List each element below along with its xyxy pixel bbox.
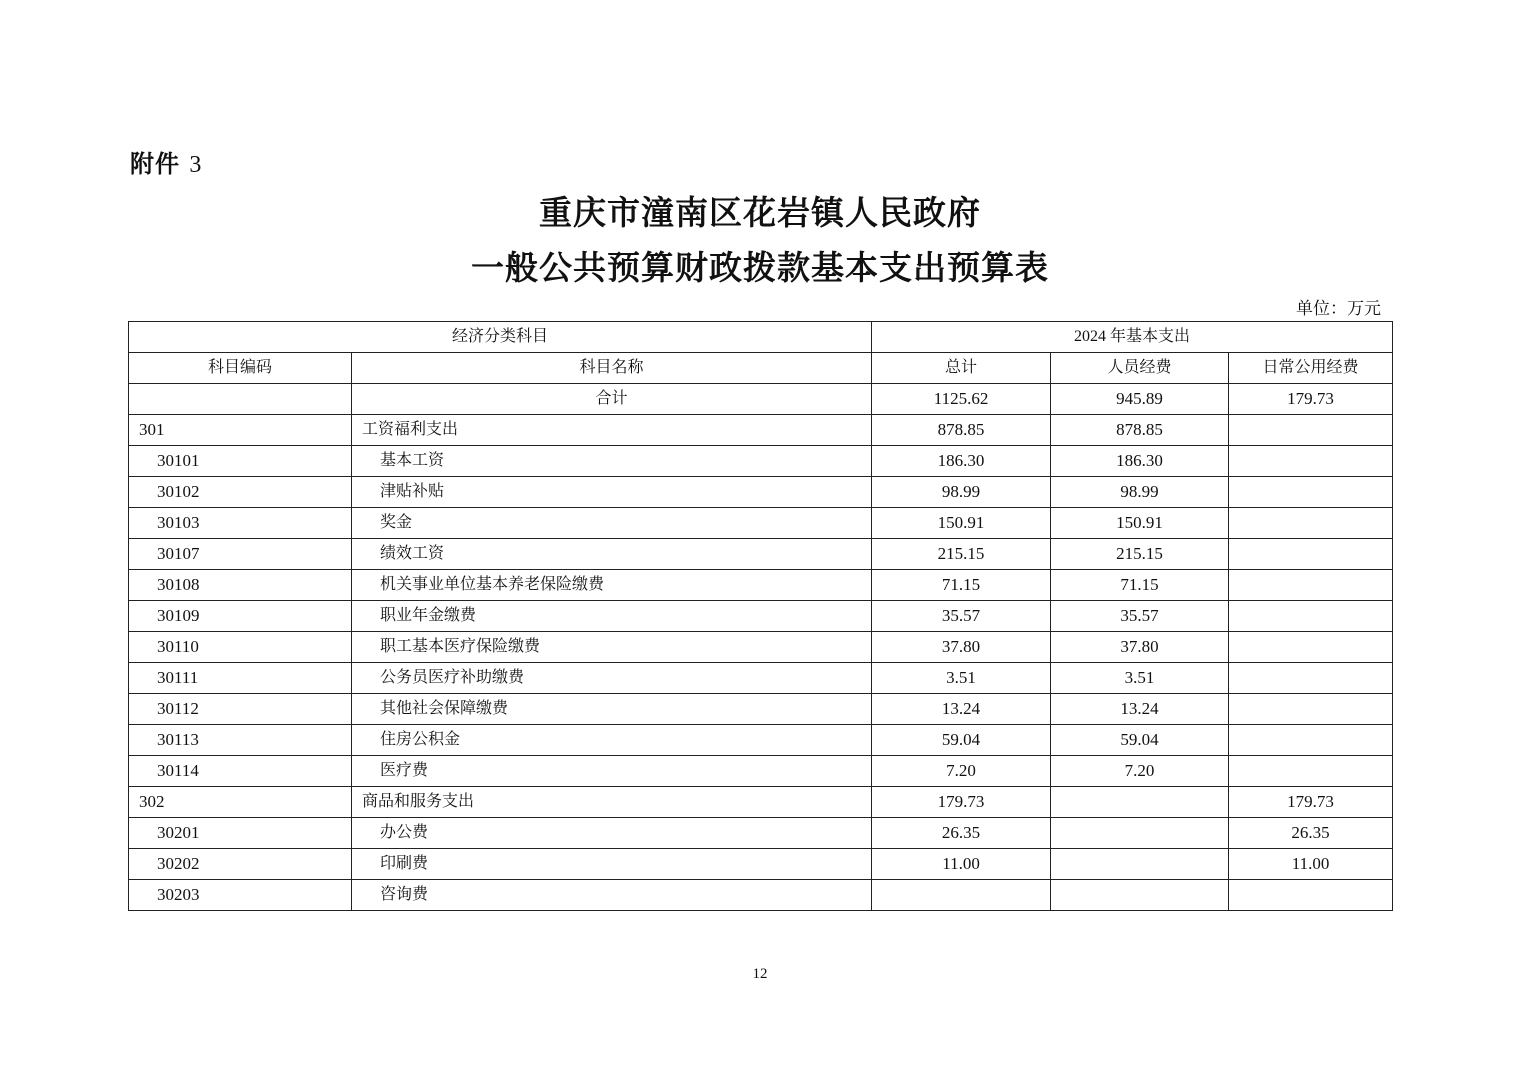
- row-name: 基本工资: [352, 446, 872, 477]
- summary-public: 179.73: [1229, 384, 1393, 415]
- row-name: 医疗费: [352, 756, 872, 787]
- row-name: 津贴补贴: [352, 477, 872, 508]
- row-code: 30110: [129, 632, 352, 663]
- row-total: 11.00: [872, 849, 1051, 880]
- row-total: 13.24: [872, 694, 1051, 725]
- row-public: [1229, 446, 1393, 477]
- row-code: 302: [129, 787, 352, 818]
- row-personnel: 3.51: [1051, 663, 1229, 694]
- row-code: 30112: [129, 694, 352, 725]
- row-code: 301: [129, 415, 352, 446]
- row-code: 30114: [129, 756, 352, 787]
- column-header-personnel: 人员经费: [1051, 353, 1229, 384]
- row-code: 30111: [129, 663, 352, 694]
- row-personnel: 215.15: [1051, 539, 1229, 570]
- row-public: [1229, 415, 1393, 446]
- page-number: 12: [752, 966, 768, 982]
- row-name: 职业年金缴费: [352, 601, 872, 632]
- row-total: 186.30: [872, 446, 1051, 477]
- row-total: 7.20: [872, 756, 1051, 787]
- row-code: 30113: [129, 725, 352, 756]
- row-total: 98.99: [872, 477, 1051, 508]
- title-line-2: 一般公共预算财政拨款基本支出预算表: [471, 248, 1049, 287]
- row-personnel: [1051, 787, 1229, 818]
- table-row: [129, 880, 1393, 911]
- row-personnel: 35.57: [1051, 601, 1229, 632]
- row-total: [872, 880, 1051, 911]
- row-code: 30202: [129, 849, 352, 880]
- summary-total: 1125.62: [872, 384, 1051, 415]
- table-row: [129, 601, 1393, 632]
- table-row: [129, 818, 1393, 849]
- summary-row: [129, 384, 1393, 415]
- summary-label: 合计: [352, 384, 872, 415]
- row-public: [1229, 725, 1393, 756]
- table-row: [129, 663, 1393, 694]
- row-personnel: 150.91: [1051, 508, 1229, 539]
- row-total: 215.15: [872, 539, 1051, 570]
- row-code: 30109: [129, 601, 352, 632]
- row-name: 奖金: [352, 508, 872, 539]
- summary-code-cell: [129, 384, 352, 415]
- row-code: 30201: [129, 818, 352, 849]
- row-public: [1229, 663, 1393, 694]
- row-code: 30203: [129, 880, 352, 911]
- row-total: 71.15: [872, 570, 1051, 601]
- row-public: [1229, 756, 1393, 787]
- row-name: 咨询费: [352, 880, 872, 911]
- row-personnel: [1051, 818, 1229, 849]
- row-personnel: 98.99: [1051, 477, 1229, 508]
- row-total: 3.51: [872, 663, 1051, 694]
- table-row: [129, 725, 1393, 756]
- row-public: [1229, 477, 1393, 508]
- summary-personnel: 945.89: [1051, 384, 1229, 415]
- row-public: [1229, 508, 1393, 539]
- table-row: [129, 694, 1393, 725]
- column-header-row: [129, 353, 1393, 384]
- row-total: 37.80: [872, 632, 1051, 663]
- table-row: [129, 849, 1393, 880]
- row-code: 30101: [129, 446, 352, 477]
- row-total: 150.91: [872, 508, 1051, 539]
- row-personnel: 37.80: [1051, 632, 1229, 663]
- row-code: 30102: [129, 477, 352, 508]
- row-name: 印刷费: [352, 849, 872, 880]
- row-name: 其他社会保障缴费: [352, 694, 872, 725]
- row-name: 工资福利支出: [352, 415, 872, 446]
- table-row: [129, 756, 1393, 787]
- table-row: [129, 415, 1393, 446]
- group-header-row: [129, 322, 1393, 353]
- row-personnel: [1051, 880, 1229, 911]
- row-code: 30107: [129, 539, 352, 570]
- row-total: 878.85: [872, 415, 1051, 446]
- row-public: 26.35: [1229, 818, 1393, 849]
- row-personnel: 59.04: [1051, 725, 1229, 756]
- group-header-economic-class: 经济分类科目: [129, 322, 872, 353]
- row-public: [1229, 880, 1393, 911]
- title-line-1: 重庆市潼南区花岩镇人民政府: [539, 193, 981, 232]
- table-row: [129, 446, 1393, 477]
- row-public: [1229, 539, 1393, 570]
- unit-label: 单位：万元: [1296, 299, 1381, 319]
- row-name: 职工基本医疗保险缴费: [352, 632, 872, 663]
- row-public: 179.73: [1229, 787, 1393, 818]
- row-personnel: [1051, 849, 1229, 880]
- column-header-public: 日常公用经费: [1229, 353, 1393, 384]
- row-name: 绩效工资: [352, 539, 872, 570]
- row-personnel: 878.85: [1051, 415, 1229, 446]
- table-row: [129, 632, 1393, 663]
- table-row: [129, 787, 1393, 818]
- row-code: 30108: [129, 570, 352, 601]
- row-total: 59.04: [872, 725, 1051, 756]
- table-row: [129, 508, 1393, 539]
- row-public: [1229, 601, 1393, 632]
- table-row: [129, 570, 1393, 601]
- table-row: [129, 539, 1393, 570]
- row-public: [1229, 570, 1393, 601]
- attachment-label: [130, 144, 202, 179]
- group-header-basic-expenditure: 2024 年基本支出: [872, 322, 1393, 353]
- row-personnel: 13.24: [1051, 694, 1229, 725]
- table-row: [129, 477, 1393, 508]
- row-name: 办公费: [352, 818, 872, 849]
- attachment-number: 3: [189, 152, 203, 178]
- row-public: 11.00: [1229, 849, 1393, 880]
- row-code: 30103: [129, 508, 352, 539]
- row-name: 公务员医疗补助缴费: [352, 663, 872, 694]
- row-name: 住房公积金: [352, 725, 872, 756]
- row-total: 35.57: [872, 601, 1051, 632]
- column-header-total: 总计: [872, 353, 1051, 384]
- budget-table: [128, 321, 1393, 911]
- column-header-code: 科目编码: [129, 353, 352, 384]
- row-public: [1229, 694, 1393, 725]
- column-header-name: 科目名称: [352, 353, 872, 384]
- row-personnel: 71.15: [1051, 570, 1229, 601]
- row-name: 机关事业单位基本养老保险缴费: [352, 570, 872, 601]
- row-total: 179.73: [872, 787, 1051, 818]
- row-public: [1229, 632, 1393, 663]
- row-personnel: 7.20: [1051, 756, 1229, 787]
- row-personnel: 186.30: [1051, 446, 1229, 477]
- row-total: 26.35: [872, 818, 1051, 849]
- attachment-text: 附件: [130, 150, 180, 178]
- row-name: 商品和服务支出: [352, 787, 872, 818]
